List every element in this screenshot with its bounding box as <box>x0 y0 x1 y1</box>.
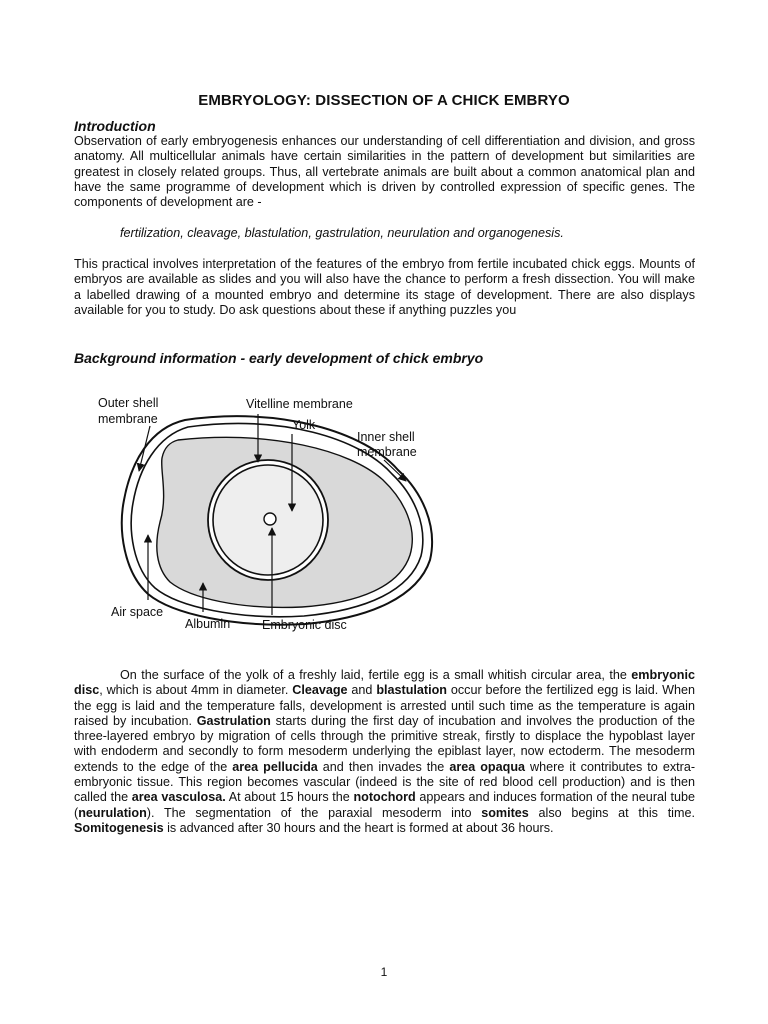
embryonic-disc <box>264 513 276 525</box>
term-cleavage: Cleavage <box>292 683 348 698</box>
term-area-pellucida: area pellucida <box>232 759 318 774</box>
outer-shell-label-line1: Outer shell <box>98 396 159 410</box>
term-somitogenesis: Somitogenesis <box>74 820 164 835</box>
development-paragraph: On the surface of the yolk of a freshly laid, fertile egg is a small whitish circular area, the embryonic disc, which is about 4mm in diameter. Cleavage and blastulation occur before the fertilized egg is laid. When the egg is laid and the temperature falls, development is arrested until such time as the temperature is again raised by incubation. Gastrulation starts during the first day of incubation and involves the production of the three-layered embryo by migration of cells through the primitive streak, firstly to displace the hypoblast layer with endoderm and secondly to form mesoderm underlying the epiblast layer, now ectoderm. The mesoderm extends to the edge of the area pellucida and then invades the area opaqua where it contributes to extra-embryonic tissue. This region becomes vascular (indeed is the site of red blood cell production) and is then called the area vasculosa. At about 15 hours the notochord appears and induces formation of the neural tube (neurulation). The segmentation of the paraxial mesoderm into somites also begins at this time. Somitogenesis is advanced after 30 hours and the heart is formed at about 36 hours. <box>74 668 696 835</box>
term-area-vasculosa: area vasculosa. <box>131 790 226 805</box>
term-somites: somites <box>481 805 529 820</box>
term-blastulation: blastulation <box>376 683 447 698</box>
page-title: EMBRYOLOGY: DISSECTION OF A CHICK EMBRYO <box>198 92 570 109</box>
term-area-opaqua: area opaqua <box>449 759 526 774</box>
air-space-label: Air space <box>111 605 164 619</box>
inner-shell-label-line1: Inner shell <box>357 430 415 444</box>
term-neurulation: neurulation <box>78 805 147 820</box>
vitelline-label: Vitelline membrane <box>246 397 353 411</box>
albumin-label: Albumin <box>185 617 231 631</box>
background-heading: Background information - early development of chick embryo <box>74 350 484 366</box>
term-embryonic-disc: embryonic disc <box>74 668 695 698</box>
term-gastrulation: Gastrulation <box>196 713 271 728</box>
page-number: 1 <box>380 965 388 979</box>
practical-paragraph: This practical involves interpretation of the features of the embryo from fertile incubated chick eggs. Mounts of embryos are available as slides and you will also have the chance to perform a fresh dissection. You will make a labelled drawing of a mounted embryo and determine its stage of development. There are also displays available for you to study. Do ask questions about these if anything puzzles you <box>74 257 695 317</box>
development-stages: fertilization, cleavage, blastulation, gastrulation, neurulation and organogenesis. <box>120 226 564 240</box>
yolk-label: Yolk <box>292 418 316 432</box>
inner-shell-label-line2: membrane <box>357 445 417 459</box>
outer-shell-label-line2: membrane <box>98 412 158 426</box>
introduction-paragraph: Observation of early embryogenesis enhances our understanding of cell differentiation and division, and gross anatomy. All multicellular animals have certain similarities in the pattern of development but similarities are greatest in closely related groups. Thus, all vertebrate animals are built about a common anatomical plan and have the same programme of development which is driven by controlled expression of specific genes. The components of development are - <box>74 134 695 210</box>
term-notochord: notochord <box>353 790 416 805</box>
introduction-heading: Introduction <box>74 118 156 134</box>
embryonic-disc-label: Embryonic disc <box>262 618 347 632</box>
